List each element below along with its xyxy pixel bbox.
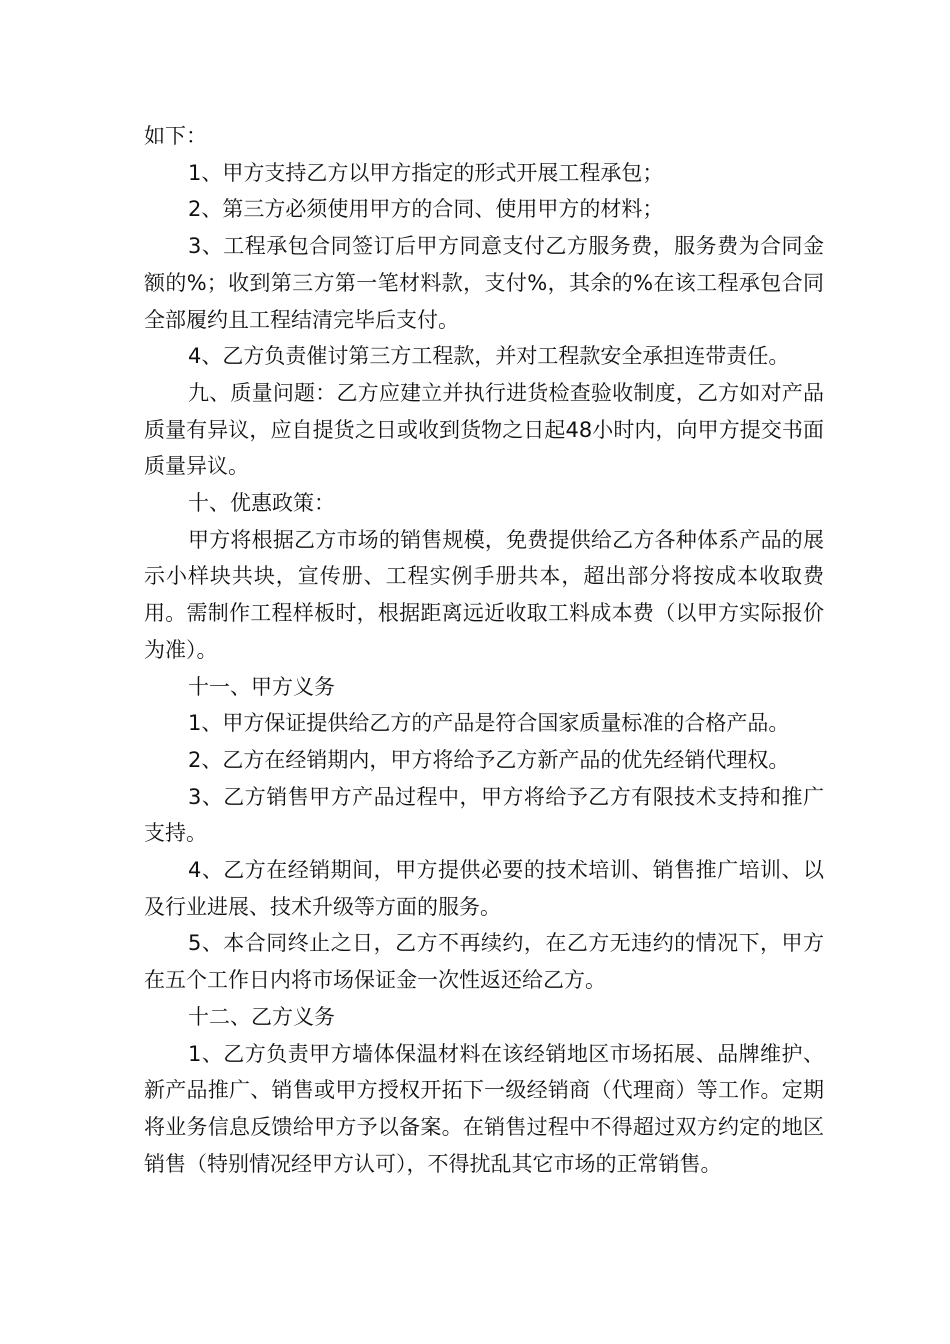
paragraph-clause-11-3: 3、乙方销售甲方产品过程中，甲方将给予乙方有限技术支持和推广支持。 — [144, 784, 824, 846]
paragraph-clause-8-2: 2、第三方必须使用甲方的合同、使用甲方的材料； — [188, 197, 664, 222]
paragraph-clause-11-1: 1、甲方保证提供给乙方的产品是符合国家质量标准的合格产品。 — [188, 711, 790, 736]
paragraph-clause-8-3: 3、工程承包合同签订后甲方同意支付乙方服务费，服务费为合同金额的%；收到第三方第一笔材料款，支付%，其余的%在该工程承包合同全部履约且工程结清完毕后支付。 — [144, 234, 824, 332]
paragraph-continuation: 如下： — [144, 124, 207, 148]
paragraph-clause-8-1: 1、甲方支持乙方以甲方指定的形式开展工程承包； — [188, 160, 664, 185]
heading-section-11: 十一、甲方义务 — [188, 674, 335, 699]
heading-section-10: 十、优惠政策： — [188, 491, 335, 516]
paragraph-clause-12-1: 1、乙方负责甲方墙体保温材料在该经销地区市场拓展、品牌维护、新产品推广、销售或甲方授权开拓下一级经销商（代理商）等工作。定期将业务信息反馈给甲方予以备案。在销售过程中不得超过双方约定的地区销售（特别情况经甲方认可），不得扰乱其它市场的正常销售。 — [144, 1041, 824, 1176]
paragraph-clause-11-2: 2、乙方在经销期内，甲方将给予乙方新产品的优先经销代理权。 — [188, 747, 790, 772]
heading-section-12: 十二、乙方义务 — [188, 1004, 335, 1029]
paragraph-clause-11-5: 5、本合同终止之日，乙方不再续约，在乙方无违约的情况下，甲方在五个工作日内将市场保证金一次性返还给乙方。 — [144, 931, 824, 993]
paragraph-clause-11-4: 4、乙方在经销期间，甲方提供必要的技术培训、销售推广培训、以及行业进展、技术升级等方面的服务。 — [144, 858, 824, 919]
document-body — [144, 118, 824, 1182]
paragraph-section-10-policy: 甲方将根据乙方市场的销售规模，免费提供给乙方各种体系产品的展示小样块共块，宣传册、工程实例手册共本，超出部分将按成本收取费用。需制作工程样板时，根据距离远近收取工料成本费（以甲方实际报价为准）。 — [144, 527, 824, 662]
paragraph-clause-8-4: 4、乙方负责催讨第三方工程款，并对工程款安全承担连带责任。 — [188, 344, 790, 369]
paragraph-section-9-quality: 九、质量问题：乙方应建立并执行进货检查验收制度，乙方如对产品质量有异议，应自提货之日或收到货物之日起48小时内，向甲方提交书面质量异议。 — [144, 380, 824, 479]
